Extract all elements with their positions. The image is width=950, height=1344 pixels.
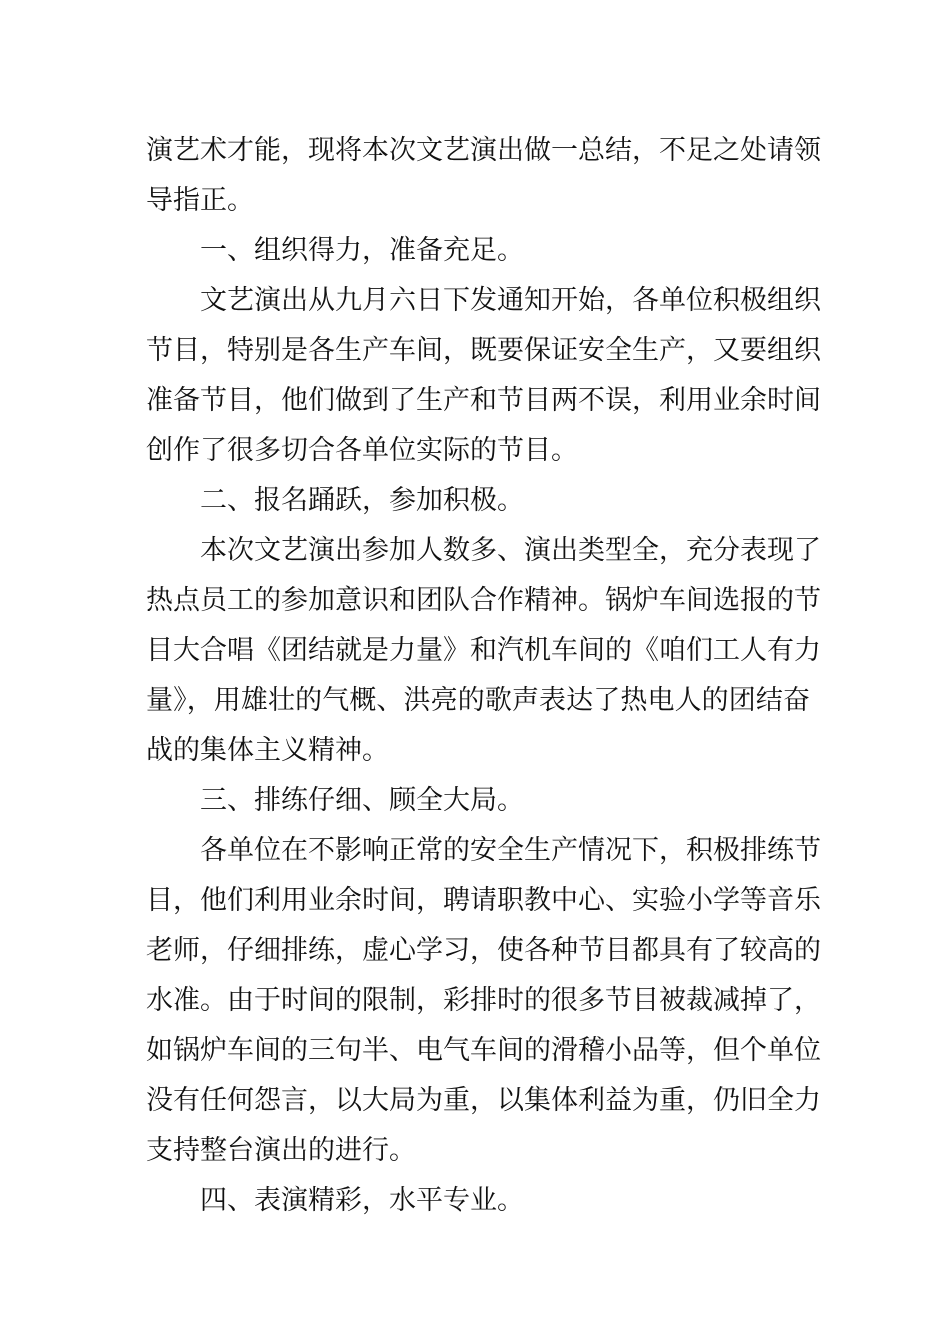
paragraph-line: 目大合唱《团结就是力量》和汽机车间的《咱们工人有力: [146, 635, 821, 666]
paragraph-line: 量》，用雄壮的气概、洪亮的歌声表达了热电人的团结奋: [146, 685, 810, 716]
paragraph-first-line: 一、组织得力，准备充足。: [200, 235, 524, 266]
paragraph-line: 支持整台演出的进行。: [146, 1135, 416, 1166]
paragraph-first-line: 文艺演出从九月六日下发通知开始，各单位积极组织: [200, 285, 821, 316]
paragraph-line: 水准。由于时间的限制，彩排时的很多节目被裁减掉了，: [146, 985, 821, 1016]
paragraph-first-line: 本次文艺演出参加人数多、演出类型全，充分表现了: [200, 535, 821, 566]
paragraph-first-line: 四、表演精彩，水平专业。: [200, 1185, 524, 1216]
paragraph-first-line: 各单位在不影响正常的安全生产情况下，积极排练节: [200, 835, 821, 866]
paragraph-line: 准备节目，他们做到了生产和节目两不误，利用业余时间: [146, 385, 821, 416]
paragraph-first-line: 二、报名踊跃，参加积极。: [200, 485, 524, 516]
paragraph-line: 战的集体主义精神。: [146, 735, 389, 766]
paragraph-line: 创作了很多切合各单位实际的节目。: [146, 435, 578, 466]
document-body: [146, 126, 821, 1226]
paragraph-line: 热点员工的参加意识和团队合作精神。锅炉车间选报的节: [146, 585, 821, 616]
paragraph-first-line: 三、排练仔细、顾全大局。: [200, 785, 524, 816]
paragraph-line: 没有任何怨言，以大局为重，以集体利益为重，仍旧全力: [146, 1085, 821, 1116]
paragraph-line: 导指正。: [146, 185, 254, 216]
paragraph-line: 演艺术才能，现将本次文艺演出做一总结，不足之处请领: [146, 135, 821, 166]
paragraph-line: 老师，仔细排练，虚心学习，使各种节目都具有了较高的: [146, 935, 821, 966]
paragraph-line: 目，他们利用业余时间，聘请职教中心、实验小学等音乐: [146, 885, 821, 916]
paragraph-line: 节目，特别是各生产车间，既要保证安全生产，又要组织: [146, 335, 821, 366]
paragraph-line: 如锅炉车间的三句半、电气车间的滑稽小品等，但个单位: [146, 1035, 821, 1066]
